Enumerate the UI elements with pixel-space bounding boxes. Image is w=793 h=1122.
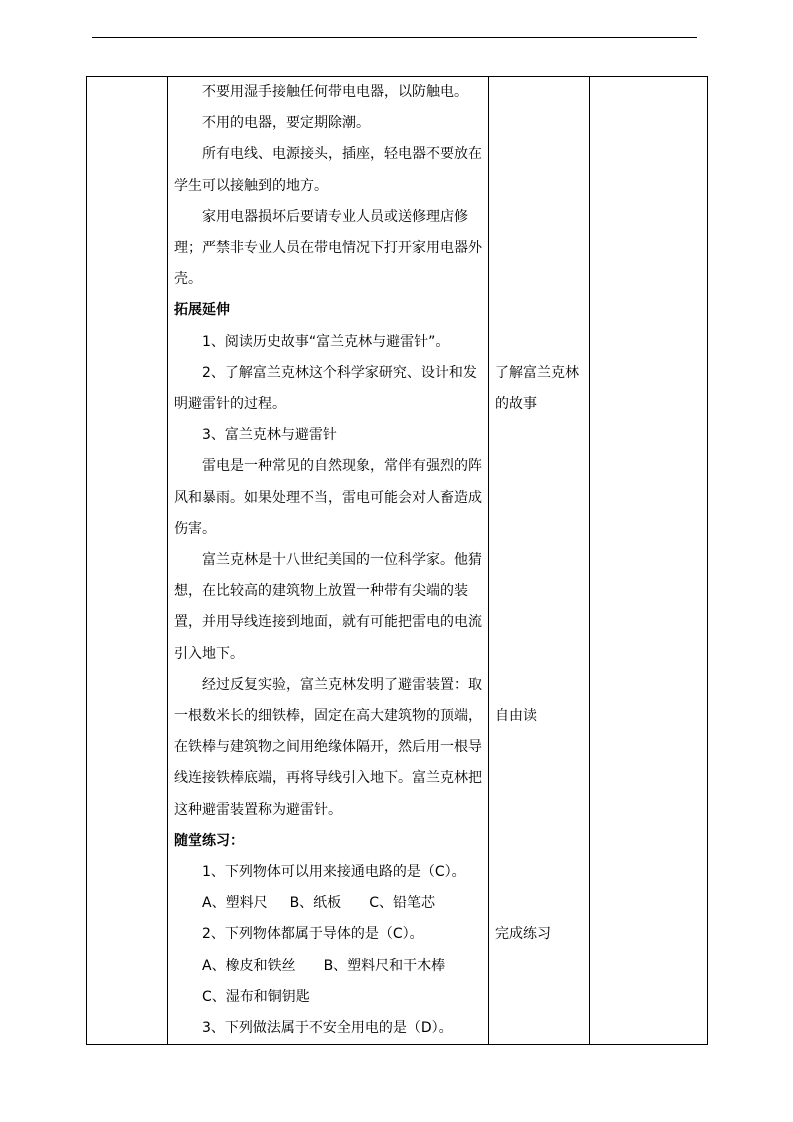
practice-heading: 随堂练习： xyxy=(174,832,244,849)
lesson-table xyxy=(86,76,708,1045)
franklin-story-line: 的故事 xyxy=(495,396,537,413)
story-paragraph: 经过反复实验，富兰克林发明了避雷装置：取一根数米长的细铁棒，固定在高大建筑物的顶端，在铁棒与建筑物之间用绝缘体隔开，然后用一根导线连接铁棒底端，再将导线引入地下。富兰克林把这种避雷装置称为避雷针。 xyxy=(174,676,482,818)
notes-column-cell xyxy=(590,77,708,1045)
safety-line: 不要用湿手接触任何带电电器，以防触电。 xyxy=(202,84,468,100)
question-3: 3、下列做法属于不安全用电的是（D）。 xyxy=(202,1020,453,1037)
extension-item: 1、阅读历史故事“富兰克林与避雷针”。 xyxy=(202,333,450,350)
question-2-option-c: C、湿布和铜钥匙 xyxy=(202,988,310,1005)
option-a: A、橡皮和铁丝 xyxy=(202,957,296,974)
question-1-options xyxy=(174,888,483,919)
franklin-story-note xyxy=(495,358,583,420)
student-activity-cell xyxy=(489,77,590,1045)
extension-heading: 拓展延伸 xyxy=(174,302,230,319)
extension-item: 3、富兰克林与避雷针 xyxy=(202,427,337,444)
option-a: A、塑料尺 xyxy=(202,895,268,912)
question-2-options xyxy=(174,951,483,982)
table-row xyxy=(87,77,708,1045)
question-1: 1、下列物体可以用来接通电路的是（C）。 xyxy=(202,864,466,881)
option-b: B、塑料尺和干木棒 xyxy=(323,957,446,974)
option-c: C、铅笔芯 xyxy=(369,895,435,912)
franklin-story-line: 了解富兰克林 xyxy=(495,365,579,381)
teaching-content-cell xyxy=(168,77,489,1045)
stage-column-cell xyxy=(87,77,168,1045)
safety-line: 所有电线、电源接头，插座，轻电器不要放在学生可以接触到的地方。 xyxy=(174,146,482,194)
finish-practice-note: 完成练习 xyxy=(495,926,551,942)
teaching-content xyxy=(168,77,488,1044)
question-2: 2、下列物体都属于导体的是（C）。 xyxy=(202,926,424,943)
safety-line: 不用的电器，要定期除潮。 xyxy=(202,115,370,132)
option-b: B、纸板 xyxy=(289,895,342,912)
story-paragraph: 雷电是一种常见的自然现象，常伴有强烈的阵风和暴雨。如果处理不当，雷电可能会对人畜造成伤害。 xyxy=(174,458,482,537)
extension-item: 2、了解富兰克林这个科学家研究、设计和发明避雷针的过程。 xyxy=(174,364,477,413)
story-paragraph: 富兰克林是十八世纪美国的一位科学家。他猜想，在比较高的建筑物上放置一种带有尖端的装置，并用导线连接到地面，就有可能把雷电的电流引入地下。 xyxy=(174,552,482,662)
free-read-note: 自由读 xyxy=(495,708,537,724)
header-rule xyxy=(92,37,697,38)
safety-line: 家用电器损坏后要请专业人员或送修理店修理；严禁非专业人员在带电情况下打开家用电器外壳。 xyxy=(174,208,482,288)
